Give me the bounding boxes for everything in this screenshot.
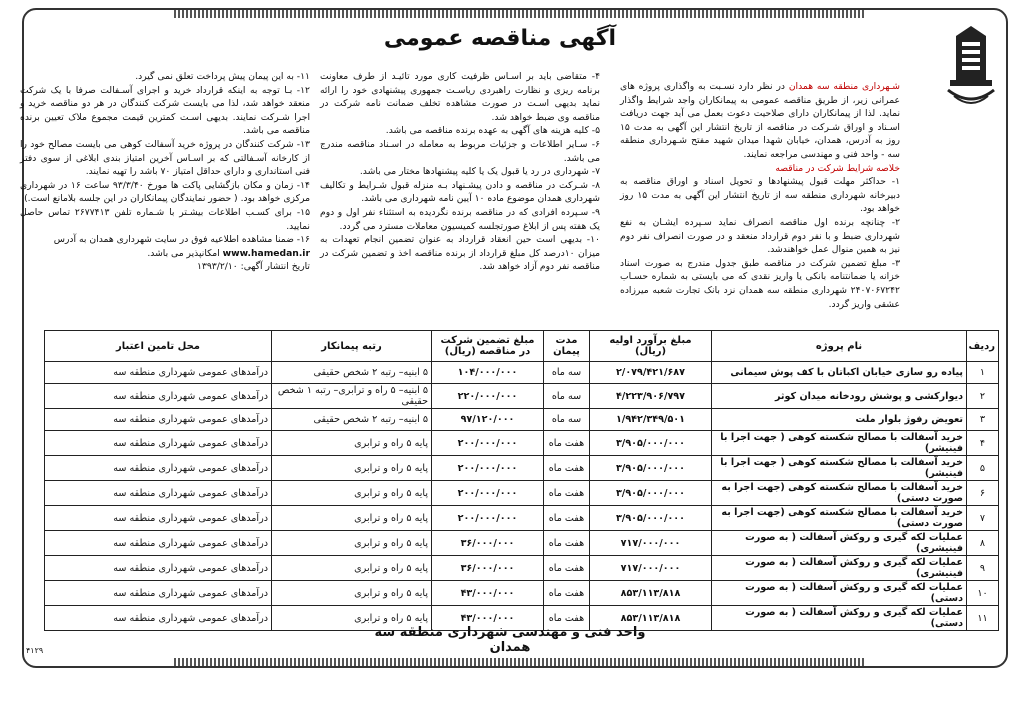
cell-duration: هفت ماه (544, 606, 590, 631)
intro-org-name: شـهرداری منطقه سه همدان (788, 81, 900, 92)
cell-project-name: تعویض رفوژ بلوار ملت (712, 409, 967, 431)
cell-estimate: ۳/۹۰۵/۰۰۰/۰۰۰ (590, 456, 712, 481)
conditions-title: خلاصه شرایط شرکت در مناقصه (775, 162, 900, 174)
text-columns (20, 70, 900, 320)
cell-guarantee: ۴۳/۰۰۰/۰۰۰ (432, 581, 544, 606)
cell-contractor-grade: پایه ۵ راه و ترابری (272, 506, 432, 531)
table-row (45, 431, 999, 456)
table-row (45, 456, 999, 481)
condition-item: ۱۳- شرکت کنندگان در پروژه خرید آسفالت کوهی می بایست مصالح خود را از کارخانه آسـفالتی که بر اسـاس آخرین امتیاز بندی ابلاغی از سوی دفتر فنی استانداری و دارای حداقل امتیاز ۷۰ باشد را تهیه نمایند. (20, 138, 310, 178)
cell-project-name: عملیات لکه گیری و روکش آسفالت ( به صورت فینیشری) (712, 556, 967, 581)
cell-funding-source: درآمدهای عمومی شهرداری منطقه سه (45, 456, 272, 481)
cell-row-number: ۳ (967, 409, 999, 431)
cell-funding-source: درآمدهای عمومی شهرداری منطقه سه (45, 409, 272, 431)
cell-row-number: ۱۰ (967, 581, 999, 606)
column-right (620, 80, 900, 311)
cell-estimate: ۳/۹۰۵/۰۰۰/۰۰۰ (590, 481, 712, 506)
cell-estimate: ۸۵۳/۱۱۳/۸۱۸ (590, 606, 712, 631)
table-header-row (45, 331, 999, 362)
header-guarantee: مبلغ تضمین شرکت در مناقصه (ریال) (432, 331, 544, 362)
condition-item: ۶- سـایر اطلاعات و جزئیات مربوط به معامله در اسـناد مناقصه مندرج می باشد. (320, 138, 600, 164)
projects-table (44, 330, 999, 631)
cell-project-name: دیوارکشی و پوشش رودخانه میدان کوثر (712, 384, 967, 409)
condition-item: ۵- کلیه هزینه های آگهی به عهده برنده مناقصه می باشد. (385, 125, 600, 137)
cell-row-number: ۴ (967, 431, 999, 456)
notice-title: آگهی مناقصه عمومی (383, 26, 617, 51)
cell-duration: سه ماه (544, 409, 590, 431)
header-project-name: نام پروژه (712, 331, 967, 362)
cell-duration: هفت ماه (544, 531, 590, 556)
cell-funding-source: درآمدهای عمومی شهرداری منطقه سه (45, 431, 272, 456)
cell-project-name: عملیات لکه گیری و روکش آسفالت ( به صورت فینیشری) (712, 531, 967, 556)
cell-funding-source: درآمدهای عمومی شهرداری منطقه سه (45, 384, 272, 409)
cell-estimate: ۱/۹۴۲/۳۴۹/۵۰۱ (590, 409, 712, 431)
website-line (20, 247, 310, 261)
cell-contractor-grade: پایه ۵ راه و ترابری (272, 431, 432, 456)
condition-item: ۴- متقاضی باید بر اسـاس ظرفیت کاری مورد تائیـد از طرف معاونت برنامه ریزی و نظارت راهبردی ریاسـت جمهوری پیشنهادی خود را ارائه نماید بدیهی اسـت در صورت مشاهده تخلف ضمانت نامه شرکت در مناقصه وی ضبط خواهد شد. (320, 71, 600, 123)
cell-row-number: ۱۱ (967, 606, 999, 631)
cell-duration: هفت ماه (544, 431, 590, 456)
bottom-border-hatch (174, 658, 864, 666)
cell-row-number: ۵ (967, 456, 999, 481)
table-row (45, 384, 999, 409)
cell-duration: هفت ماه (544, 456, 590, 481)
header-row-number: ردیف (967, 331, 999, 362)
ad-code: ۴۱۲۹ (26, 646, 44, 655)
condition-item: ۱۵- برای کسـب اطلاعات بیشـتر با شـماره تلفن ۲۶۷۷۴۱۳ تماس حاصل نمایید. (20, 206, 311, 232)
cell-estimate: ۴/۲۲۳/۹۰۶/۷۹۷ (590, 384, 712, 409)
cell-duration: هفت ماه (544, 556, 590, 581)
top-border-hatch (174, 10, 864, 18)
cell-contractor-grade: پایه ۵ راه و ترابری (272, 481, 432, 506)
cell-guarantee: ۲۰۰/۰۰۰/۰۰۰ (432, 456, 544, 481)
cell-row-number: ۶ (967, 481, 999, 506)
condition-item: ۹- سـپرده افرادی که در مناقصه برنده نگردیده به استثناء نفر اول و دوم یک هفته پس از ابلاغ صورتجلسه کمیسیون معاملات مسترد می گردد. (320, 206, 600, 232)
condition-item: ۸- شـرکت در مناقصه و دادن پیشـنهاد بـه منزله قبول شـرایط و تکالیف شهرداری همدان موضوع ماده ۱۰ آیین نامه شهرداری می باشد. (320, 179, 600, 205)
condition-item: ۱۱- به این پیمان پیش پرداخت تعلق نمی گیرد. (135, 71, 310, 82)
cell-project-name: خرید آسفالت با مصالح شکسته کوهی (جهت اجرا به صورت دستی) (712, 481, 967, 506)
cell-duration: سه ماه (544, 362, 590, 384)
condition-item: ۱۲- بـا توجه به اینکه قرارداد خرید و اجرای آسـفالت صرفا با یک شرکت منعقد خواهد شد، لذا می بایست شرکت کنندگان در هر دو مناقصه خرید و اجرا شـرکت نمایند. بدیهی اسـت کمترین قیمت مجموع ملاک تعیین برنده مناقصه می باشد. (20, 84, 310, 137)
cell-guarantee: ۲۰۰/۰۰۰/۰۰۰ (432, 481, 544, 506)
table-row (45, 362, 999, 384)
cell-contractor-grade: پایه ۵ راه و ترابری (272, 556, 432, 581)
cell-duration: سه ماه (544, 384, 590, 409)
cell-guarantee: ۳۶/۰۰۰/۰۰۰ (432, 531, 544, 556)
condition-item: ۱- حداکثر مهلت قبول پیشنهادها و تحویل اسناد و اوراق مناقصه به دبیرخانه شهرداری منطقه سه از تاریخ انتشار این آگهی به مدت ۱۵ روز خواهد بود. (620, 176, 900, 215)
header-duration: مدت پیمان (544, 331, 590, 362)
cell-contractor-grade: ۵ ابنیه– رتبه ۲ شخص حقیقی (272, 362, 432, 384)
cell-funding-source: درآمدهای عمومی شهرداری منطقه سه (45, 531, 272, 556)
cell-guarantee: ۹۷/۱۲۰/۰۰۰ (432, 409, 544, 431)
condition-item: ۳- مبلغ تضمین شرکت در مناقصه طبق جدول مندرج به صورت اسناد خزانه یا ضمانتنامه بانکی یا واریز نقدی که می بایستی به شماره حسـاب ۲۴۰۷۰۶۷۲۴۲ شهرداری منطقه سه همدان نزد بانک تجارت شعبه میرزاده عشقی واریز گردد. (620, 257, 900, 310)
cell-funding-source: درآمدهای عمومی شهرداری منطقه سه (45, 506, 272, 531)
cell-duration: هفت ماه (544, 481, 590, 506)
cell-row-number: ۷ (967, 506, 999, 531)
cell-duration: هفت ماه (544, 506, 590, 531)
cell-project-name: عملیات لکه گیری و روکش آسفالت ( به صورت دستی) (712, 581, 967, 606)
municipality-logo-icon (942, 26, 1000, 112)
condition-item: ۱۴- زمان و مکان بازگشایی پاکت ها مورخ ۹۳/۳/۴۰ ساعت ۱۶ در شهرداری مرکزی خواهد بود. ( حضور نمایندگان پیمانکاران در این جلسه بلامانع است.) (20, 179, 310, 205)
table-body (45, 362, 999, 631)
header-contractor-grade: رتبه پیمانکار (272, 331, 432, 362)
header-estimate: مبلغ برآورد اولیه (ریال) (590, 331, 712, 362)
cell-estimate: ۷۱۷/۰۰۰/۰۰۰ (590, 531, 712, 556)
cell-contractor-grade: پایه ۵ راه و ترابری (272, 581, 432, 606)
intro-paragraph (620, 80, 900, 162)
cell-estimate: ۲/۰۷۹/۴۲۱/۶۸۷ (590, 362, 712, 384)
condition-item: ۲- چنانچه برنده اول مناقصه انصراف نماید سـپرده ایشـان به نفع شهرداری ضبط و با نفر دوم قرارداد منعقد و در صورت انصراف نفر دوم نیز به همین منوال عمل خواهندشد. (620, 216, 900, 256)
cell-project-name: عملیات لکه گیری و روکش آسفالت ( به صورت دستی) (712, 606, 967, 631)
publish-date: تاریخ انتشار آگهی: ۱۳۹۳/۲/۱۰ (196, 261, 310, 273)
website-suffix: امکانپذیر می باشد. (147, 247, 223, 259)
cell-guarantee: ۴۳/۰۰۰/۰۰۰ (432, 606, 544, 631)
cell-funding-source: درآمدهای عمومی شهرداری منطقه سه (45, 481, 272, 506)
cell-estimate: ۸۵۳/۱۱۳/۸۱۸ (590, 581, 712, 606)
table-row (45, 581, 999, 606)
condition-item: ۱۰- بدیهی است حین انعقاد قرارداد به عنوان تضمین انجام تعهدات به میزان ۱۰درصد کل مبلغ قرارداد از برنده مناقصه اخذ و تضمین شرکت در مناقصه نفر دوم آزاد خواهد شد. (320, 234, 601, 273)
cell-project-name: خرید آسفالت با مصالح شکسته کوهی (جهت اجرا به صورت دستی) (712, 506, 967, 531)
cell-guarantee: ۲۲۰/۰۰۰/۰۰۰ (432, 384, 544, 409)
cell-guarantee: ۳۶/۰۰۰/۰۰۰ (432, 556, 544, 581)
table-row (45, 531, 999, 556)
cell-row-number: ۲ (967, 384, 999, 409)
cell-contractor-grade: ۵ ابنیه– رتبه ۲ شخص حقیقی (272, 409, 432, 431)
cell-funding-source: درآمدهای عمومی شهرداری منطقه سه (45, 362, 272, 384)
intro-text: در نظر دارد نسـبت به واگذاری پروژه های عمرانی زیر، از طریق مناقصه عمومی به پیمانکاران واجد شرایط واگذار نماید. لذا از پیمانکاران دارای صلاحیت دعوت بعمل می آید جهت دریافت اسـناد و اوراق شـرکت در مناقصه از تاریخ انتشار این آگهی به مدت ۱۵ روز به آدرس، همدان، خیابان شهدا میدان شهید مفتح شـهرداری منطقه سه - واحد فنی و مهندسی مراجعه نمایند. (620, 81, 900, 160)
condition-item: ۱۶- ضمنا مشاهده اطلاعیه فوق در سایت شهرداری همدان به آدرس (53, 234, 310, 246)
cell-row-number: ۸ (967, 531, 999, 556)
column-left (20, 70, 310, 274)
cell-funding-source: درآمدهای عمومی شهرداری منطقه سه (45, 556, 272, 581)
cell-contractor-grade: پایه ۵ راه و ترابری (272, 606, 432, 631)
cell-project-name: پیاده رو سازی خیابان اکباتان با کف پوش سیمانی (712, 362, 967, 384)
cell-guarantee: ۲۰۰/۰۰۰/۰۰۰ (432, 431, 544, 456)
cell-project-name: خرید آسفالت با مصالح شکسته کوهی ( جهت اجرا با فینیشر) (712, 431, 967, 456)
cell-row-number: ۹ (967, 556, 999, 581)
cell-funding-source: درآمدهای عمومی شهرداری منطقه سه (45, 606, 272, 631)
cell-project-name: خرید آسفالت با مصالح شکسته کوهی ( جهت اجرا با فینیشر) (712, 456, 967, 481)
cell-duration: هفت ماه (544, 581, 590, 606)
column-middle (320, 70, 600, 274)
cell-estimate: ۳/۹۰۵/۰۰۰/۰۰۰ (590, 506, 712, 531)
cell-estimate: ۳/۹۰۵/۰۰۰/۰۰۰ (590, 431, 712, 456)
cell-guarantee: ۲۰۰/۰۰۰/۰۰۰ (432, 506, 544, 531)
table-row (45, 506, 999, 531)
cell-estimate: ۷۱۷/۰۰۰/۰۰۰ (590, 556, 712, 581)
website-link[interactable]: www.hamedan.ir (222, 247, 310, 259)
cell-contractor-grade: پایه ۵ راه و ترابری (272, 456, 432, 481)
cell-contractor-grade: پایه ۵ راه و ترابری (272, 531, 432, 556)
cell-contractor-grade: ۵ ابنیه– ۵ راه و ترابری– رتبه ۱ شخص حقیقی (272, 384, 432, 409)
table-row (45, 556, 999, 581)
condition-item: ۷- شهرداری در رد یا قبول یک یا کلیه پیشنهادها مختار می باشد. (359, 166, 600, 178)
cell-funding-source: درآمدهای عمومی شهرداری منطقه سه (45, 581, 272, 606)
table-row (45, 409, 999, 431)
cell-guarantee: ۱۰۴/۰۰۰/۰۰۰ (432, 362, 544, 384)
table-row (45, 481, 999, 506)
header-funding-source: محل تامین اعتبار (45, 331, 272, 362)
cell-row-number: ۱ (967, 362, 999, 384)
footer-department: واحد فنی و مهندسی شهرداری منطقه سه همدان (374, 625, 646, 655)
